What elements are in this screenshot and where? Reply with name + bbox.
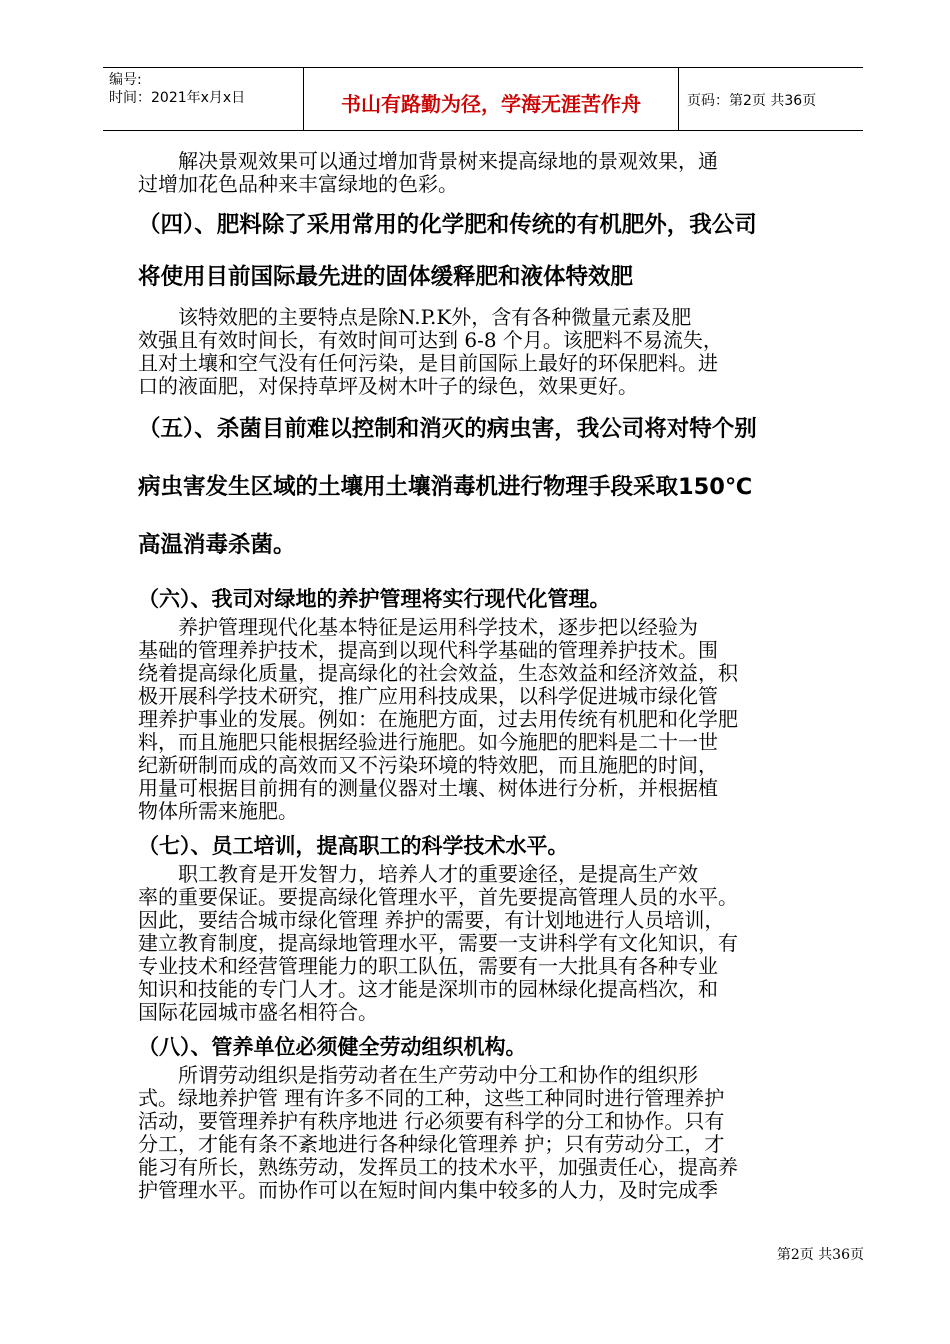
document-body [138, 150, 862, 1202]
heading-line: （五）、杀菌目前难以控制和消灭的病虫害，我公司将对特个别 [138, 416, 757, 442]
text-line: 该特效肥的主要特点是除N.P.K外，含有各种微量元素及肥 [138, 305, 692, 329]
text-line: 基础的管理养护技术，提高到以现代科学基础的管理养护技术。围 [138, 638, 718, 662]
text-line: 活动，要管理养护有秩序地进 行必须要有科学的分工和协作。只有 [138, 1109, 725, 1133]
text-line: 料，而且施肥只能根据经验进行施肥。如今施肥的肥料是二十一世 [138, 730, 718, 754]
heading-line: 病虫害发生区域的土壤用土壤消毒机进行物理手段采取150℃ [138, 474, 753, 500]
doc-number-label: 编号: [109, 72, 142, 88]
heading-section-5 [138, 400, 862, 458]
heading-line: （七）、员工培训，提高职工的科学技术水平。 [138, 834, 569, 858]
paragraph-modern-management [138, 616, 862, 823]
header-pagecode-cell [679, 68, 863, 130]
text-line: 极开展科学技术研究，推广应用科技成果，以科学促进城市绿化管 [138, 684, 718, 708]
text-line: 专业技术和经营管理能力的职工队伍，需要有一大批具有各种专业 [138, 954, 718, 978]
page-header [103, 67, 863, 131]
text-line: 用量可根据目前拥有的测量仪器对土壤、树体进行分析，并根据植 [138, 776, 718, 800]
text-line: 绕着提高绿化质量，提高绿化的社会效益，生态效益和经济效益，积 [138, 661, 738, 685]
text-line: 因此，要结合城市绿化管理 养护的需要，有计划地进行人员培训， [138, 908, 725, 932]
heading-line: （六）、我司对绿地的养护管理将实行现代化管理。 [138, 587, 611, 611]
text-line: 分工，才能有条不紊地进行各种绿化管理养 护；只有劳动分工，才 [138, 1132, 725, 1156]
text-line: 能习有所长，熟练劳动，发挥员工的技术水平，加强责任心，提高养 [138, 1155, 738, 1179]
paragraph-labor-organization [138, 1064, 862, 1202]
text-line: 职工教育是开发智力，培养人才的重要途径，是提高生产效 [138, 862, 698, 886]
paragraph-fertilizer [138, 306, 862, 398]
text-line: 过增加花色品种来丰富绿地的色彩。 [138, 172, 458, 196]
heading-section-4 [138, 196, 862, 254]
text-line: 养护管理现代化基本特征是运用科学技术，逐步把以经验为 [138, 615, 698, 639]
text-line: 效强且有效时间长，有效时间可达到 6-8 个月。该肥料不易流失， [138, 328, 723, 352]
text-line: 率的重要保证。要提高绿化管理水平，首先要提高管理人员的水平。 [138, 885, 738, 909]
header-meta-cell [103, 68, 304, 130]
text-line: 护管理水平。而协作可以在短时间内集中较多的人力，及时完成季 [138, 1178, 718, 1202]
text-line: 国际花园城市盛名相符合。 [138, 1000, 378, 1024]
heading-line: 将使用目前国际最先进的固体缓释肥和液体特效肥 [138, 264, 634, 290]
text-line: 知识和技能的专门人才。这才能是深圳市的园林绿化提高档次，和 [138, 977, 718, 1001]
text-line: 且对土壤和空气没有任何污染，是目前国际上最好的环保肥料。进 [138, 351, 718, 375]
paragraph-landscape [138, 150, 862, 196]
text-line: 式。绿地养护管 理有许多不同的工种，这些工种同时进行管理养护 [138, 1086, 725, 1110]
header-motto-cell [304, 68, 679, 130]
heading-section-6 [138, 582, 862, 616]
text-line: 理养护事业的发展。例如：在施肥方面，过去用传统有机肥和化学肥 [138, 707, 738, 731]
heading-line: （八）、管养单位必须健全劳动组织机构。 [138, 1035, 527, 1059]
doc-date: 时间：2021年x月x日 [109, 90, 246, 106]
text-line: 所谓劳动组织是指劳动者在生产劳动中分工和协作的组织形 [138, 1063, 698, 1087]
text-line: 物体所需来施肥。 [138, 799, 298, 823]
heading-section-5-end [138, 516, 862, 574]
heading-section-5-cont [138, 458, 862, 516]
header-page-code: 页码：第2页 共36页 [687, 93, 817, 109]
text-line: 解决景观效果可以通过增加背景树来提高绿地的景观效果，通 [138, 149, 718, 173]
heading-section-8 [138, 1030, 862, 1064]
text-line: 建立教育制度，提高绿地管理水平，需要一支讲科学有文化知识，有 [138, 931, 738, 955]
heading-section-4-cont [138, 248, 862, 306]
heading-line: 高温消毒杀菌。 [138, 532, 296, 558]
paragraph-staff-training [138, 863, 862, 1024]
text-line: 纪新研制而成的高效而又不污染环境的特效肥，而且施肥的时间， [138, 753, 718, 777]
page-footer: 第2页 共36页 [776, 1247, 864, 1263]
header-motto: 书山有路勤为径，学海无涯苦作舟 [341, 92, 641, 116]
heading-line: （四）、肥料除了采用常用的化学肥和传统的有机肥外，我公司 [138, 212, 757, 238]
text-line: 口的液面肥，对保持草坪及树木叶子的绿色，效果更好。 [138, 374, 638, 398]
heading-section-7 [138, 829, 862, 863]
